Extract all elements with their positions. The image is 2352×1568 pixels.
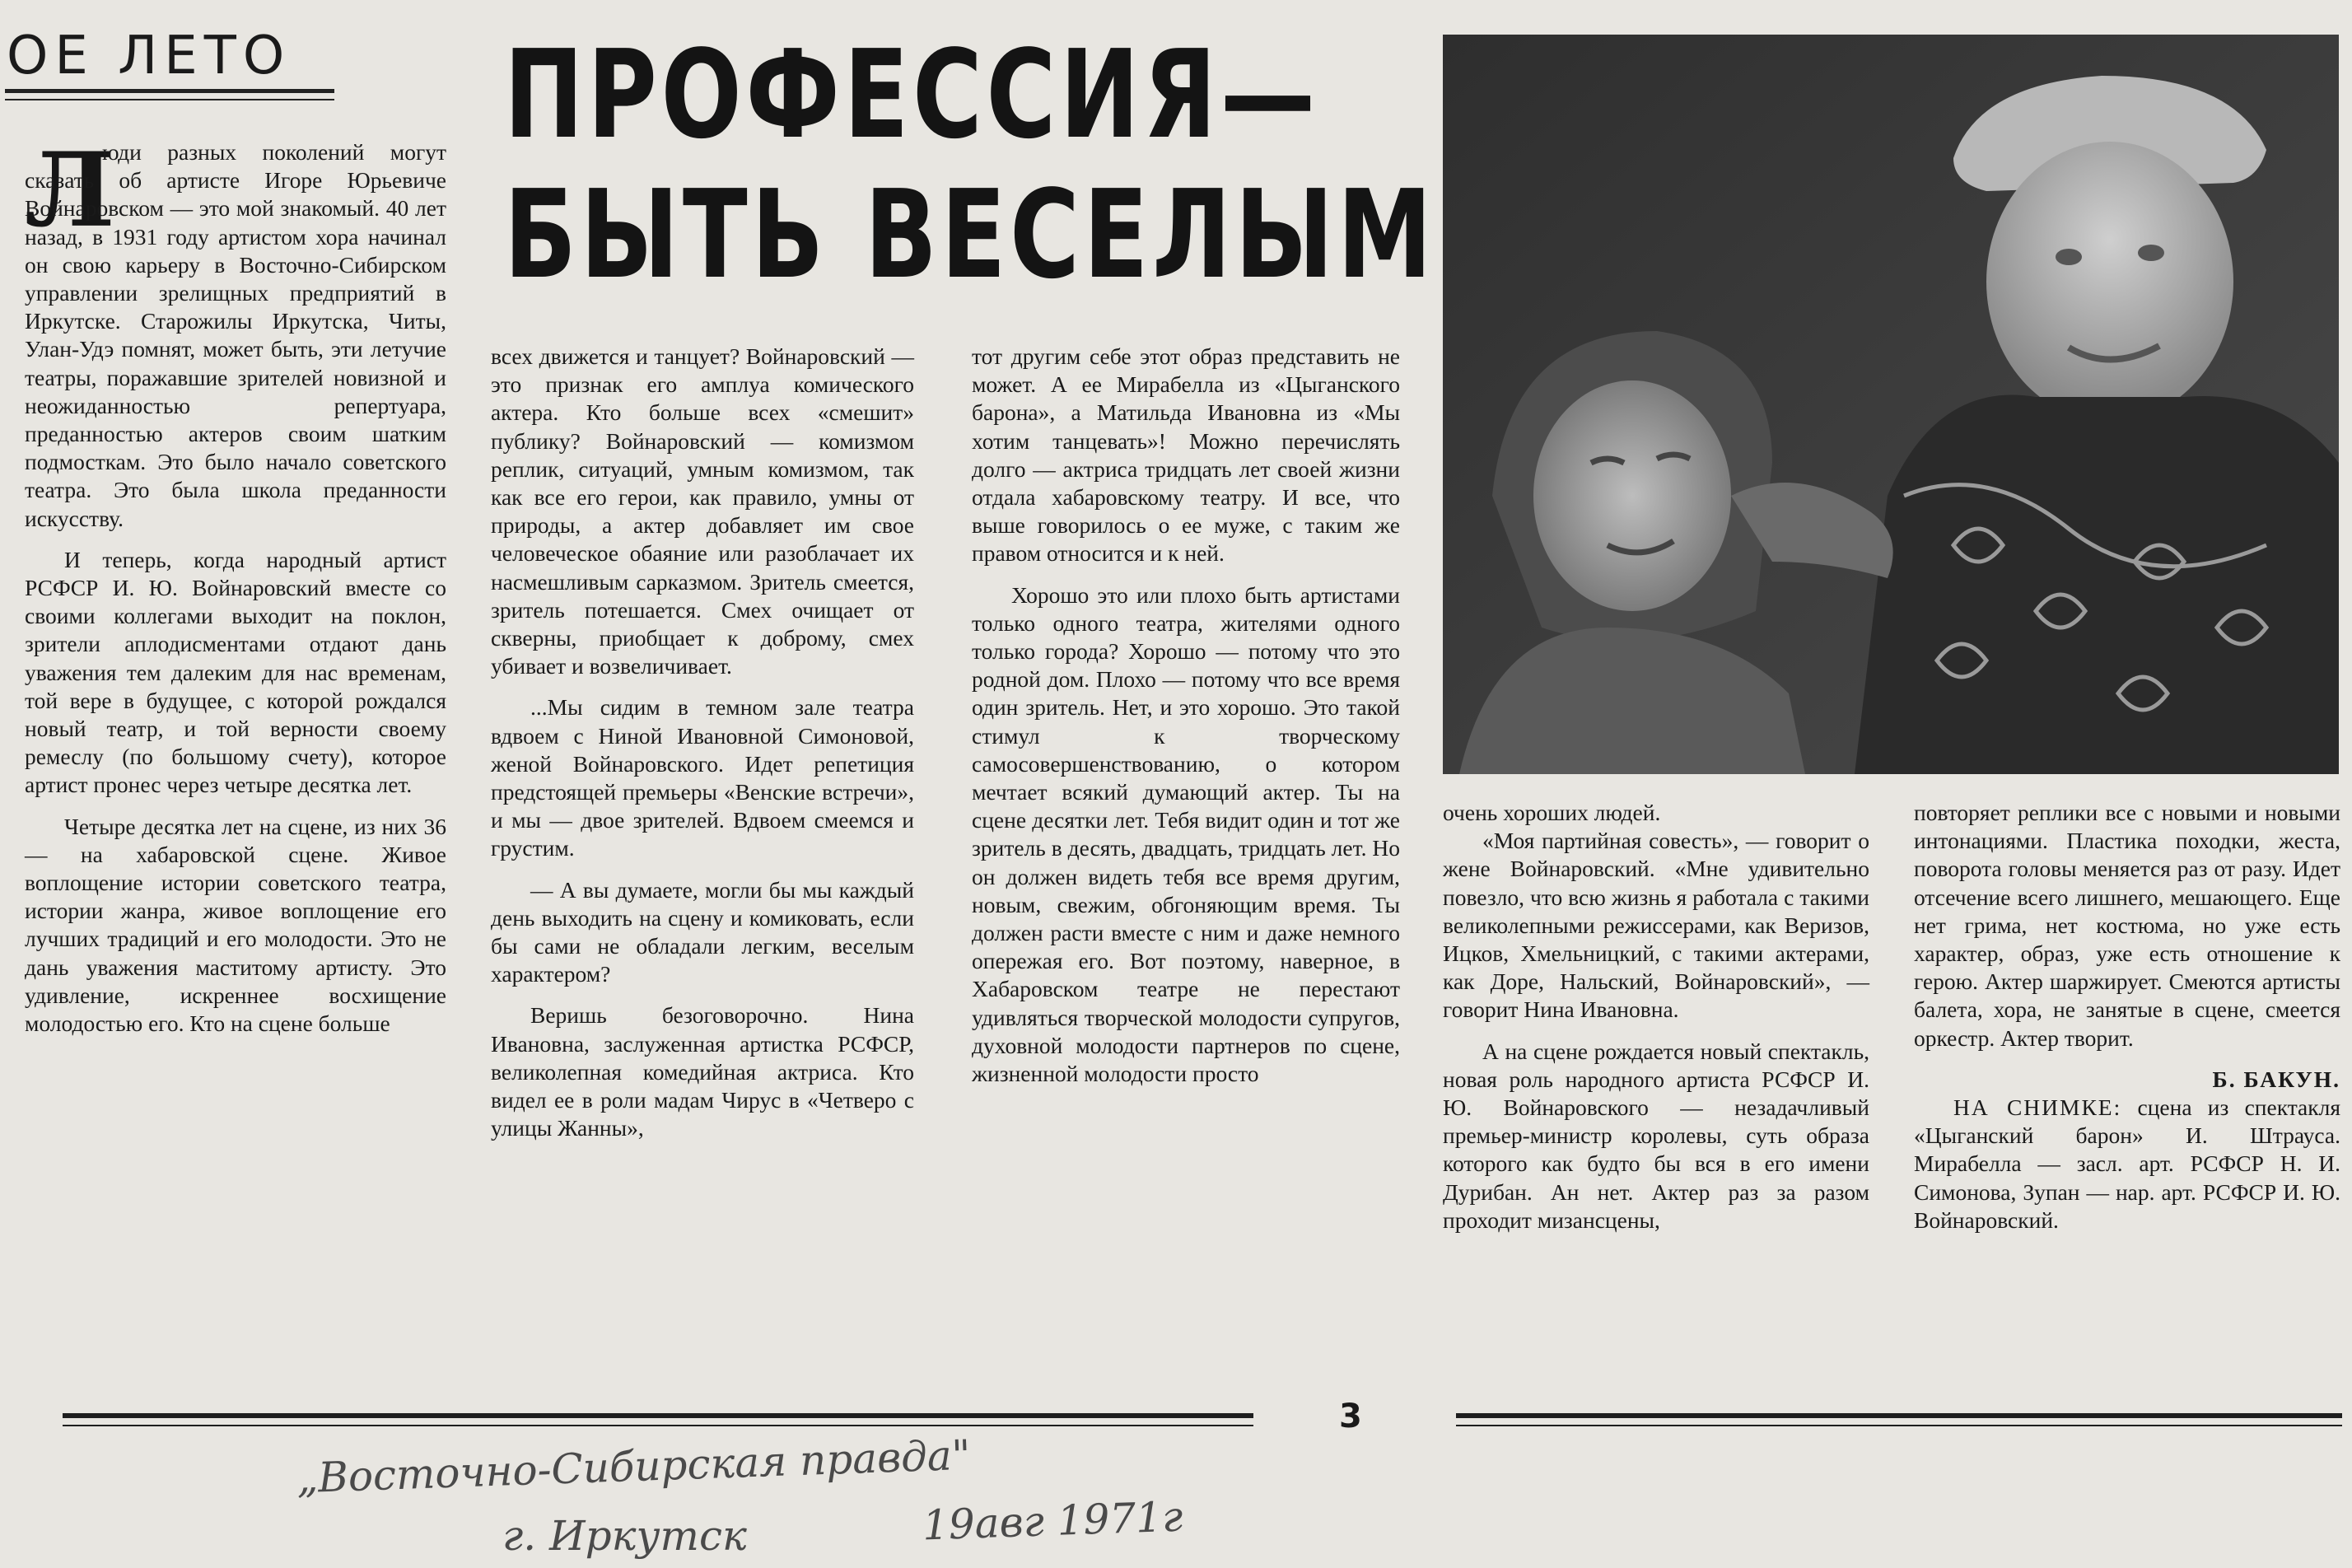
article-column-4 — [1443, 799, 1869, 1234]
section-title: ОЕ ЛЕТО — [7, 26, 292, 86]
bottom-rule-left — [63, 1413, 1253, 1418]
article-paragraph: Веришь безоговорочно. Нина Ивановна, заслуженная артистка РСФСР, великолепная комедийная актриса. Кто видел ее в роли мадам Чирус в «Четверо с улицы Жанны», — [491, 1002, 914, 1141]
article-paragraph: Хорошо это или плохо быть артистами только одного театра, жителями одного только города? Хорошо — потому что это родной дом. Плохо — потому что все время один зритель. Нет, и это хорошо. Это такой стимул к творческому самосовершенствованию, о котором мечтает всякий думающий актер. Ты на сцене десятки лет. Тебя видит один и тот же зритель в десять, двадцать, тридцать лет. Но он должен видеть тебя все время другим, новым, свежим, обгоняющим время. Ты должен расти вместе с ним и даже немного опережая его. Вот поэтому, наверное, в Хабаровском театре не перестают удивляться творческой молодости супругов, духовной молодости партнеров по сцене, жизненной молодости просто — [972, 581, 1400, 1087]
article-paragraph: — А вы думаете, могли бы мы каждый день выходить на сцену и комиковать, если бы сами не обладали легким, веселым характером? — [491, 876, 914, 987]
article-paragraph: всех движется и танцует? Войнаровский — это признак его амплуа комического актера. Кто больше всех «смешит» публику? Войнаровский — комизмом реплик, ситуаций, умным комизмом, так как все его герои, как правило, умны от природы, а актер добавляет им свое человеческое обаяние или разоблачает их насмешливым сарказмом. Зритель смеется, зритель потешается. Смех очищает от скверны, приобщает к доброму, смех убивает и возвеличивает. — [491, 343, 914, 679]
article-column-5 — [1914, 799, 2340, 1234]
section-rule — [5, 89, 334, 93]
bottom-rule-right — [1456, 1425, 2342, 1426]
article-column-1 — [25, 131, 446, 1038]
page-number: 3 — [1339, 1398, 1362, 1435]
article-paragraph: юди разных поколений могут сказать об артисте Игоре Юрьевиче Войнаровском — это мой знакомый. 40 лет назад, в 1931 году артистом хора начинал он свою карьеру в Восточно-Сибирском управлении зрелищных предприятий в Иркутске. Старожилы Иркутска, Читы, Улан-Удэ помнят, может быть, эти летучие театры, поражавшие зрителей новизной и неожиданностью репертуара, преданностью актеров своим шатким подмосткам. Это было начало советского театра. Это была школа преданности искусству. — [25, 139, 446, 531]
bottom-rule-right — [1456, 1413, 2342, 1418]
handwritten-date: 19авг 1971г — [922, 1492, 1184, 1550]
headline-line-2: БЫТЬ ВЕСЕЛЫМ — [504, 164, 1436, 306]
author-signature: Б. БАКУН. — [2212, 1066, 2340, 1092]
handwritten-city: г. Иркутск — [502, 1512, 747, 1560]
article-paragraph: тот другим себе этот образ представить не может. А ее Мирабелла из «Цыганского барона», а Матильда Ивановна из «Мы хотим танцевать»! Можно перечислять долго — актриса тридцать лет своей жизни отдала хабаровскому театру. И все, что выше говорилось о ее муже, с таким же правом относится и к ней. — [972, 343, 1400, 567]
caption-label: НА СНИМКЕ: — [1953, 1094, 2122, 1121]
article-paragraph: А на сцене рождается новый спектакль, новая роль народного артиста РСФСР И. Ю. Войнаровского — незадачливый премьер-министр королевы, суть образа которого как будто бы вся в его имени Дурибан. Ан нет. Актер раз за разом проходит мизансцены, — [1443, 1038, 1869, 1233]
article-paragraph: Четыре десятка лет на сцене, из них 36 — на хабаровской сцене. Живое воплощение истории советского театра, истории жанра, живое воплощение его лучших традиций и его молодости. Это не дань уважения маститому артисту. Это удивление, искреннее восхищение молодостью его. Кто на сцене больше — [25, 813, 446, 1037]
headline-line-1: ПРОФЕССИЯ— — [504, 24, 1319, 166]
article-paragraph: «Моя партийная совесть», — говорит о жене Войнаровский. «Мне удивительно повезло, что всю жизнь я работала с такими великолепными режиссерами, как Веризов, Ицков, Хмельницкий, с такими актерами, как Доре, Нальский, Войнаровский», — говорит Нина Ивановна. — [1443, 828, 1869, 1023]
article-paragraph: ...Мы сидим в темном зале театра вдвоем с Ниной Ивановной Симоновой, женой Войнаровского. Идет репетиция предстоящей премьеры «Венские встречи», и мы — двое зрителей. Вдвоем смеемся и грустим. — [491, 694, 914, 861]
article-paragraph: И теперь, когда народный артист РСФСР И. Ю. Войнаровский вместе со своими коллегами выходит на поклон, зрители аплодисментами отдают дань уважения тем далеким для нас временам, той вере в будущее, с которой рождался новый театр, и той верности своему ремеслу (по большому счету), которое артист пронес через четыре десятка лет. — [25, 546, 446, 798]
bottom-rule-left — [63, 1425, 1253, 1426]
article-column-2 — [491, 343, 914, 1142]
handwritten-source: „Восточно-Сибирская правда" — [296, 1430, 972, 1503]
caption-text: сцена из спектакля «Цыганский барон» И. Штрауса. Мирабелла — засл. арт. РСФСР Н. И. Симонова, Зупан — нар. арт. РСФСР И. Ю. Войнаровский. — [1914, 1094, 2340, 1233]
drop-cap: Л — [25, 131, 115, 250]
article-paragraph: повторяет реплики все с новыми и новыми интонациями. Пластика походки, жеста, поворота головы меняется раз от разу. Идет отсечение всего лишнего, мешающего. Еще нет грима, нет костюма, но уже есть характер, образ, уже есть отношение к герою. Актер шаржирует. Смеются артисты балета, хора, не занятые в сцене, смеется оркестр. Актер творит. — [1914, 800, 2340, 1051]
article-paragraph: очень хороших людей. — [1443, 800, 1661, 825]
stage-photo — [1443, 35, 2339, 774]
stage-photo-image — [1443, 35, 2339, 774]
section-rule — [5, 99, 334, 100]
photo-caption — [1914, 1094, 2340, 1234]
article-column-3 — [972, 343, 1400, 1088]
